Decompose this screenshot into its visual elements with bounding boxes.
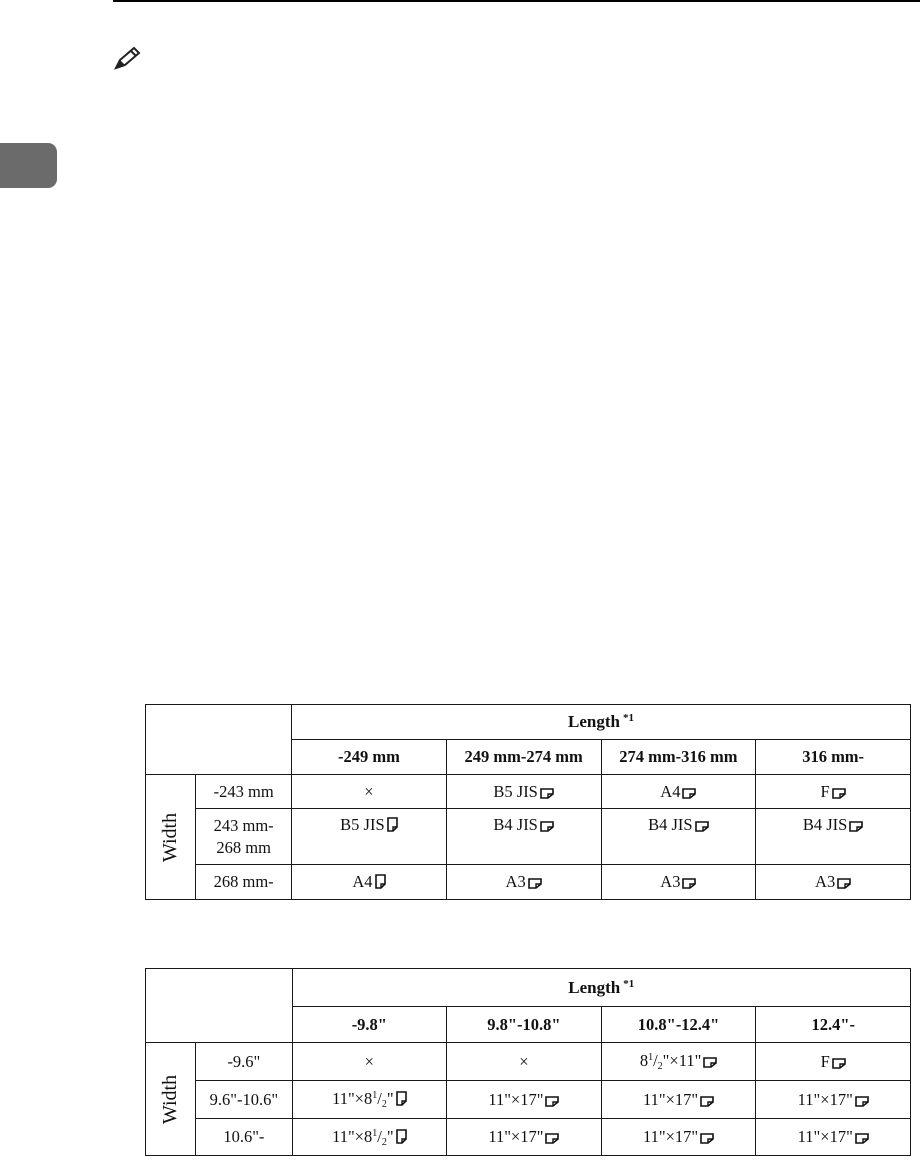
col-header: -249 mm (292, 740, 447, 775)
landscape-paper-icon (837, 878, 851, 889)
col-header: 274 mm-316 mm (601, 740, 756, 775)
col-header: 249 mm-274 mm (446, 740, 601, 775)
landscape-paper-icon (540, 821, 554, 832)
note-pencil-icon (112, 46, 142, 72)
cell: 11"×17" (756, 1081, 911, 1119)
cell: B5 JIS (292, 809, 447, 865)
cell: A4 (601, 775, 756, 809)
landscape-paper-icon (545, 1133, 559, 1144)
cell: × (447, 1043, 602, 1081)
row-label: 9.6"-10.6" (196, 1081, 292, 1119)
chapter-tab (0, 143, 57, 188)
landscape-paper-icon (682, 878, 696, 889)
landscape-paper-icon (528, 878, 542, 889)
cell: $11"\times 8^1/2$" (292, 1081, 447, 1119)
row-label: 10.6"- (196, 1119, 292, 1156)
landscape-paper-icon (855, 1096, 869, 1107)
col-header: -9.8" (292, 1007, 447, 1043)
col-header: 12.4"- (756, 1007, 911, 1043)
landscape-paper-icon (849, 821, 863, 832)
cell: 11"×17" (756, 1119, 911, 1156)
col-header: 316 mm- (756, 740, 911, 775)
landscape-paper-icon (832, 1058, 846, 1069)
portrait-paper-icon (396, 1091, 407, 1106)
metric-size-table (145, 704, 911, 900)
col-header: 9.8"-10.8" (447, 1007, 602, 1043)
landscape-paper-icon (700, 1133, 714, 1144)
row-label: 268 mm- (196, 865, 292, 900)
landscape-paper-icon (700, 1096, 714, 1107)
cell: B5 JIS (446, 775, 601, 809)
cell: $11"\times 8^1/2$" (292, 1119, 447, 1156)
landscape-paper-icon (855, 1133, 869, 1144)
top-rule (113, 0, 920, 2)
cell: F (756, 775, 911, 809)
cell: 11"×17" (601, 1119, 756, 1156)
landscape-paper-icon (540, 788, 554, 799)
cell: × (292, 1043, 447, 1081)
cell: × (292, 775, 447, 809)
cell: 11"×17" (447, 1081, 602, 1119)
width-label: Width (146, 1043, 196, 1156)
cell: F (756, 1043, 911, 1081)
cell: A3 (756, 865, 911, 900)
landscape-paper-icon (682, 788, 696, 799)
corner-cell (146, 969, 293, 1043)
portrait-paper-icon (396, 1129, 407, 1144)
row-label: -243 mm (196, 775, 292, 809)
landscape-paper-icon (545, 1096, 559, 1107)
width-label: Width (146, 775, 196, 900)
col-header: 10.8"-12.4" (601, 1007, 756, 1043)
cell: B4 JIS (601, 809, 756, 865)
corner-cell (146, 705, 292, 775)
landscape-paper-icon (703, 1057, 717, 1068)
cell: B4 JIS (446, 809, 601, 865)
inch-size-table (145, 968, 911, 1156)
landscape-paper-icon (832, 788, 846, 799)
landscape-paper-icon (695, 821, 709, 832)
row-label: 243 mm- 268 mm (196, 809, 292, 865)
cell: A4 (292, 865, 447, 900)
row-label: -9.6" (196, 1043, 292, 1081)
cell: B4 JIS (756, 809, 911, 865)
portrait-paper-icon (375, 874, 386, 889)
cell: 11"×17" (447, 1119, 602, 1156)
portrait-paper-icon (387, 817, 398, 832)
cell: $8^1/2"\times 11$" (601, 1043, 756, 1081)
cell: A3 (446, 865, 601, 900)
cell: A3 (601, 865, 756, 900)
length-header: Length $^{*1}$ (292, 705, 911, 740)
length-header: Length $^{*1}$ (292, 969, 910, 1007)
cell: 11"×17" (601, 1081, 756, 1119)
